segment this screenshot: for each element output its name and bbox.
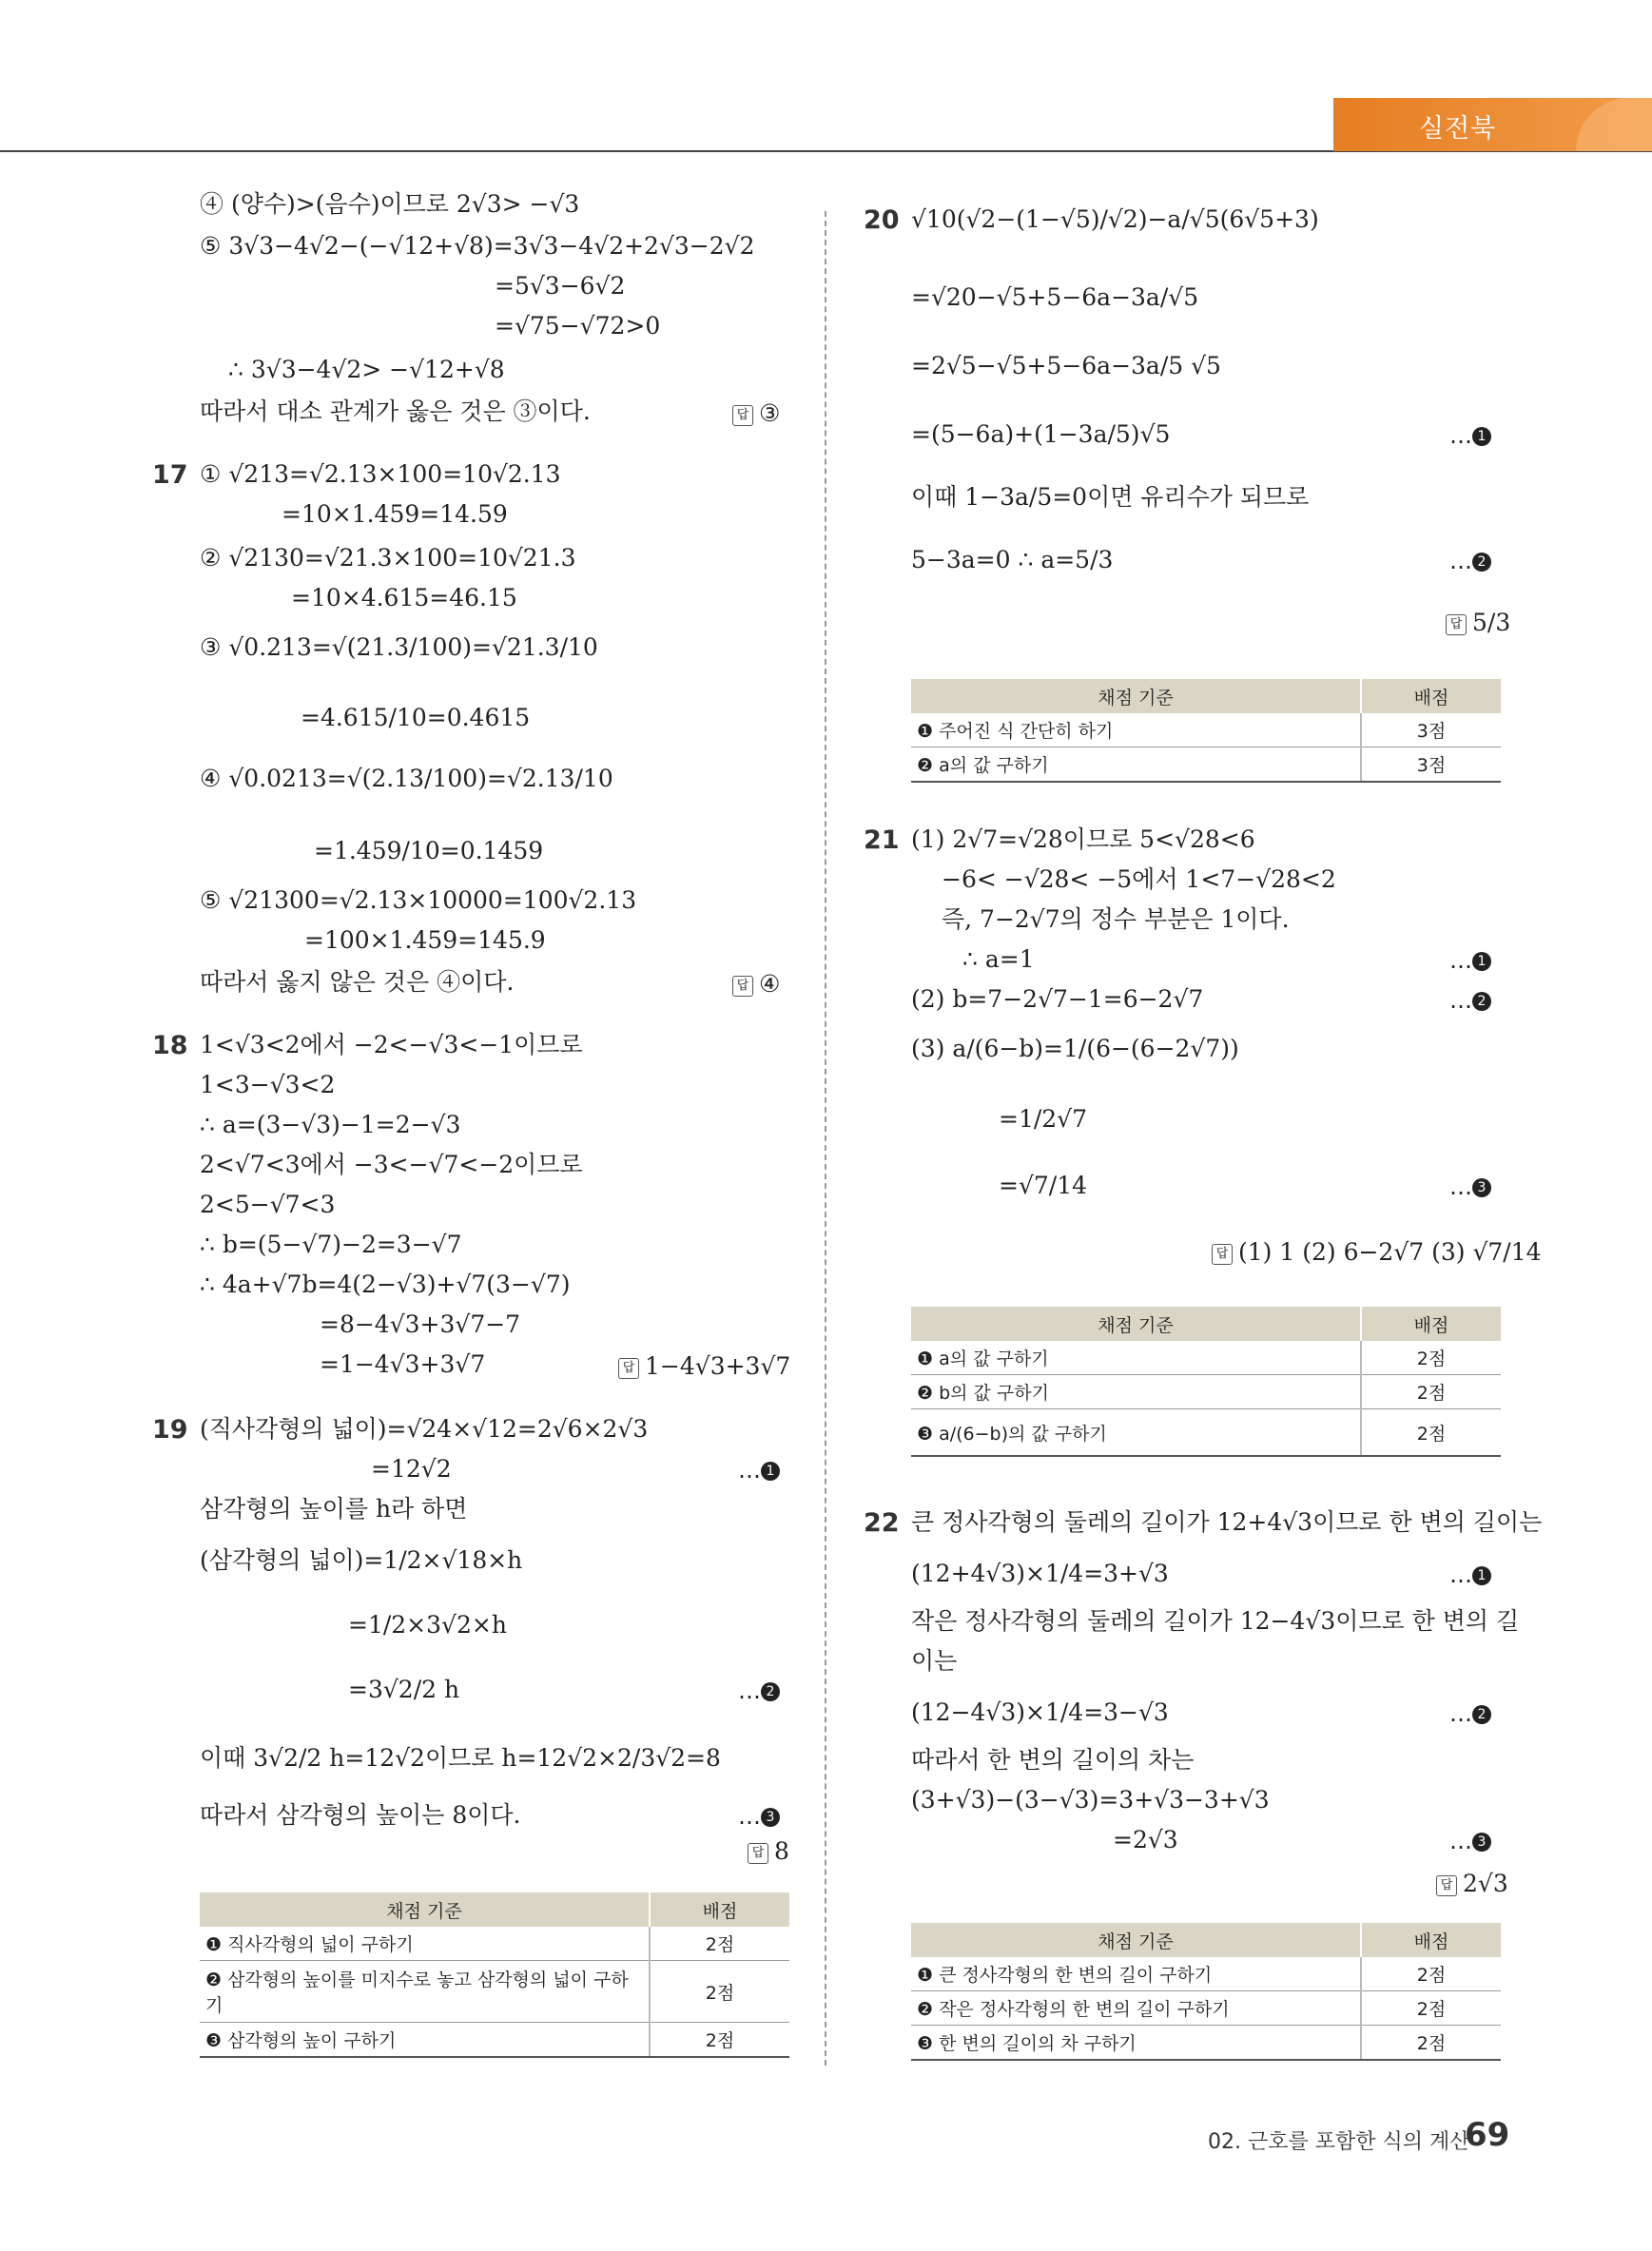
points-cell: 2점 (650, 1961, 789, 2023)
answer-icon: 답 (1212, 1244, 1233, 1265)
solution-line: =√75−√72>0 (495, 312, 661, 340)
solution-line: 따라서 옳지 않은 것은 ④이다. (200, 968, 515, 996)
criteria-cell: ❷ 삼각형의 높이를 미지수로 놓고 삼각형의 넓이 구하기 (200, 1961, 650, 2023)
step-marker: … 3 (1449, 1174, 1491, 1200)
answer-icon: 답 (1446, 614, 1467, 635)
step-number-icon: 3 (1472, 1833, 1491, 1852)
solution-line: (12−4√3)×1/4=3−√3 (911, 1698, 1169, 1726)
criteria-table-21 (911, 1307, 1501, 1457)
step-number-icon: 2 (761, 1682, 780, 1701)
table-row (911, 1957, 1501, 1991)
solution-line: ∴ a=(3−√3)−1=2−√3 (200, 1111, 461, 1138)
table-row (200, 1927, 789, 1961)
criteria-cell: ❷ 작은 정사각형의 한 변의 길이 구하기 (911, 1991, 1361, 2026)
step-number-icon: 1 (1472, 952, 1491, 971)
points-cell: 2점 (1361, 1341, 1501, 1375)
answer-icon: 답 (618, 1358, 639, 1379)
solution-line: =√7/14 (999, 1172, 1088, 1199)
solution-line: 이때 1−3a/5=0이면 유리수가 되므로 (911, 483, 1310, 511)
solution-line: ∴ b=(5−√7)−2=3−√7 (200, 1231, 462, 1258)
solution-line: =1/2×3√2×h (348, 1611, 507, 1639)
solution-line: (3) a/(6−b)=1/(6−(6−2√7)) (911, 1035, 1239, 1062)
solution-line: (1) 2√7=√28이므로 5<√28<6 (911, 825, 1255, 853)
step-marker: … 3 (738, 1803, 780, 1830)
step-number-icon: 2 (1472, 992, 1491, 1011)
answer-icon: 답 (748, 1843, 768, 1864)
solution-line: 따라서 한 변의 길이의 차는 (911, 1746, 1195, 1774)
problem-number: 20 (864, 205, 900, 235)
answer-text: 8 (774, 1837, 789, 1865)
step-number-icon: 1 (1472, 1566, 1491, 1585)
solution-line: ③ √0.213=√(21.3/100)=√21.3/10 (200, 633, 598, 661)
problem-number: 21 (864, 825, 900, 855)
criteria-header: 채점 기준 (200, 1892, 650, 1927)
solution-line: =√20−√5+5−6a−3a/√5 (911, 283, 1199, 311)
solution-line: ④ (양수)>(음수)이므로 2√3> −√3 (200, 190, 580, 218)
solution-line: =4.615/10=0.4615 (301, 704, 531, 731)
table-row (200, 2023, 789, 2058)
answer (1446, 609, 1510, 636)
solution-line: 즉, 7−2√7의 정수 부분은 1이다. (942, 905, 1290, 933)
solution-line: 따라서 삼각형의 높이는 8이다. (200, 1801, 521, 1829)
solution-line: =1.459/10=0.1459 (314, 837, 544, 864)
criteria-header: 채점 기준 (911, 1923, 1361, 1957)
answer (1436, 1870, 1508, 1897)
solution-line: =2√3 (1113, 1826, 1178, 1853)
points-header: 배점 (1361, 1307, 1501, 1341)
solution-line: (3+√3)−(3−√3)=3+√3−3+√3 (911, 1786, 1270, 1814)
answer-text: 2√3 (1463, 1870, 1508, 1897)
table-row (911, 1991, 1501, 2026)
criteria-cell: ❷ a의 값 구하기 (911, 747, 1361, 783)
solution-line: =12√2 (371, 1455, 452, 1483)
tab-decoration (1576, 98, 1652, 151)
points-cell: 2점 (1361, 2026, 1501, 2061)
section-tab (1333, 98, 1652, 151)
step-number-icon: 1 (1472, 427, 1491, 446)
step-marker: … 2 (1449, 1700, 1491, 1727)
criteria-cell: ❶ 주어진 식 간단히 하기 (911, 713, 1361, 747)
answer (618, 1352, 790, 1380)
step-marker: … 2 (1449, 987, 1491, 1014)
points-cell: 2점 (650, 1927, 789, 1961)
solution-line: =5√3−6√2 (495, 272, 626, 300)
section-tab-label: 실전북 (1419, 114, 1497, 144)
points-cell: 2점 (1361, 1375, 1501, 1409)
criteria-cell: ❶ 큰 정사각형의 한 변의 길이 구하기 (911, 1957, 1361, 1991)
solution-line: 1<√3<2에서 −2<−√3<−1이므로 (200, 1031, 583, 1058)
criteria-cell: ❶ a의 값 구하기 (911, 1341, 1361, 1375)
solution-line: √10(√2−(1−√5)/√2)−a/√5(6√5+3) (911, 205, 1319, 233)
solution-line: ④ √0.0213=√(2.13/100)=√2.13/10 (200, 765, 613, 792)
column-divider (825, 211, 826, 2066)
solution-line: =10×4.615=46.15 (291, 584, 517, 611)
points-header: 배점 (1361, 1923, 1501, 1957)
answer (732, 970, 780, 998)
step-number-icon: 2 (1472, 1705, 1491, 1724)
table-row (911, 747, 1501, 783)
chapter-title: 02. 근호를 포함한 식의 계산 (1208, 2130, 1470, 2154)
step-marker: … 1 (1449, 1562, 1491, 1588)
step-marker: … 2 (1449, 548, 1491, 574)
solution-line: =1−4√3+3√7 (320, 1350, 486, 1378)
solution-line: (12+4√3)×1/4=3+√3 (911, 1560, 1169, 1587)
step-marker: … 3 (1449, 1828, 1491, 1854)
answer-icon: 답 (732, 405, 753, 426)
points-header: 배점 (650, 1892, 789, 1927)
points-cell: 2점 (1361, 1409, 1501, 1457)
solution-line: ∴ 3√3−4√2> −√12+√8 (228, 356, 505, 383)
solution-line: 큰 정사각형의 둘레의 길이가 12+4√3이므로 한 변의 길이는 (911, 1508, 1543, 1536)
criteria-cell: ❸ a/(6−b)의 값 구하기 (911, 1409, 1361, 1457)
table-row (911, 1409, 1501, 1457)
solution-line: =1/2√7 (999, 1105, 1088, 1133)
solution-line: ⑤ √21300=√2.13×10000=100√2.13 (200, 886, 637, 914)
solution-line: =8−4√3+3√7−7 (320, 1310, 521, 1338)
points-cell: 2점 (1361, 1957, 1501, 1991)
problem-number: 22 (864, 1508, 900, 1538)
solution-line: =2√5−√5+5−6a−3a/5 √5 (911, 352, 1221, 379)
solution-line: (2) b=7−2√7−1=6−2√7 (911, 985, 1204, 1013)
answer-text: 5/3 (1472, 609, 1511, 636)
problem-number: 18 (152, 1031, 188, 1060)
criteria-table-22 (911, 1923, 1501, 2061)
table-row (911, 713, 1501, 747)
solution-line: ⑤ 3√3−4√2−(−√12+√8)=3√3−4√2+2√3−2√2 (200, 232, 755, 260)
solution-line: 5−3a=0 ∴ a=5/3 (911, 546, 1114, 573)
points-cell: 3점 (1361, 713, 1501, 747)
solution-line: 2<√7<3에서 −3<−√7<−2이므로 (200, 1151, 583, 1178)
step-number-icon: 3 (761, 1808, 780, 1827)
solution-line: 삼각형의 높이를 h라 하면 (200, 1495, 468, 1523)
criteria-cell: ❸ 삼각형의 높이 구하기 (200, 2023, 650, 2058)
solution-line: =(5−6a)+(1−3a/5)√5 (911, 420, 1171, 448)
table-row (911, 2026, 1501, 2061)
points-cell: 2점 (1361, 1991, 1501, 2026)
solution-line: 2<5−√7<3 (200, 1191, 336, 1218)
solution-line: =100×1.459=145.9 (304, 926, 546, 954)
points-cell: 2점 (650, 2023, 789, 2058)
solution-line: −6< −√28< −5에서 1<7−√28<2 (942, 865, 1336, 893)
table-row (200, 1961, 789, 2023)
problem-number: 19 (152, 1415, 188, 1445)
points-header: 배점 (1361, 679, 1501, 713)
solution-line: 따라서 대소 관계가 옳은 것은 ③이다. (200, 398, 591, 425)
answer-text: 1−4√3+3√7 (645, 1352, 791, 1380)
solution-line: =10×1.459=14.59 (282, 500, 508, 528)
solution-line: (직사각형의 넓이)=√24×√12=2√6×2√3 (200, 1415, 649, 1443)
criteria-cell: ❶ 직사각형의 넓이 구하기 (200, 1927, 650, 1961)
criteria-header: 채점 기준 (911, 1307, 1361, 1341)
points-cell: 3점 (1361, 747, 1501, 783)
problem-number: 17 (152, 460, 188, 490)
solution-line: 1<3−√3<2 (200, 1071, 336, 1098)
solution-line: =3√2/2 h (348, 1676, 460, 1703)
solution-line: (삼각형의 넓이)=1/2×√18×h (200, 1546, 523, 1574)
step-marker: … 1 (738, 1457, 780, 1484)
criteria-cell: ❷ b의 값 구하기 (911, 1375, 1361, 1409)
answer (748, 1837, 789, 1865)
solution-line: 작은 정사각형의 둘레의 길이가 12−4√3이므로 한 변의 길 (911, 1607, 1520, 1635)
criteria-header: 채점 기준 (911, 679, 1361, 713)
page-number: 69 (1465, 2116, 1510, 2154)
step-marker: … 2 (738, 1678, 780, 1704)
table-row (911, 1375, 1501, 1409)
solution-line: 이때 3√2/2 h=12√2이므로 h=12√2×2/3√2=8 (200, 1744, 721, 1772)
solution-line: 이는 (911, 1647, 958, 1675)
step-marker: … 1 (1449, 947, 1491, 974)
step-marker: … 1 (1449, 422, 1491, 449)
answer-text: ④ (759, 970, 781, 998)
criteria-cell: ❸ 한 변의 길이의 차 구하기 (911, 2026, 1361, 2061)
answer-text: (1) 1 (2) 6−2√7 (3) √7/14 (1238, 1238, 1542, 1266)
solution-line: ∴ 4a+√7b=4(2−√3)+√7(3−√7) (200, 1271, 571, 1298)
table-row (911, 1341, 1501, 1375)
criteria-table-20 (911, 679, 1501, 783)
answer (732, 399, 780, 427)
step-number-icon: 3 (1472, 1178, 1491, 1197)
solution-line: ② √2130=√21.3×100=10√21.3 (200, 544, 576, 572)
solution-line: ∴ a=1 (962, 945, 1035, 973)
answer (1212, 1238, 1542, 1266)
answer-icon: 답 (1436, 1875, 1457, 1896)
criteria-table-19 (200, 1892, 789, 2058)
answer-icon: 답 (732, 976, 753, 997)
step-number-icon: 2 (1472, 553, 1491, 572)
answer-text: ③ (759, 399, 781, 427)
step-number-icon: 1 (761, 1462, 780, 1481)
solution-line: ① √213=√2.13×100=10√2.13 (200, 460, 561, 488)
